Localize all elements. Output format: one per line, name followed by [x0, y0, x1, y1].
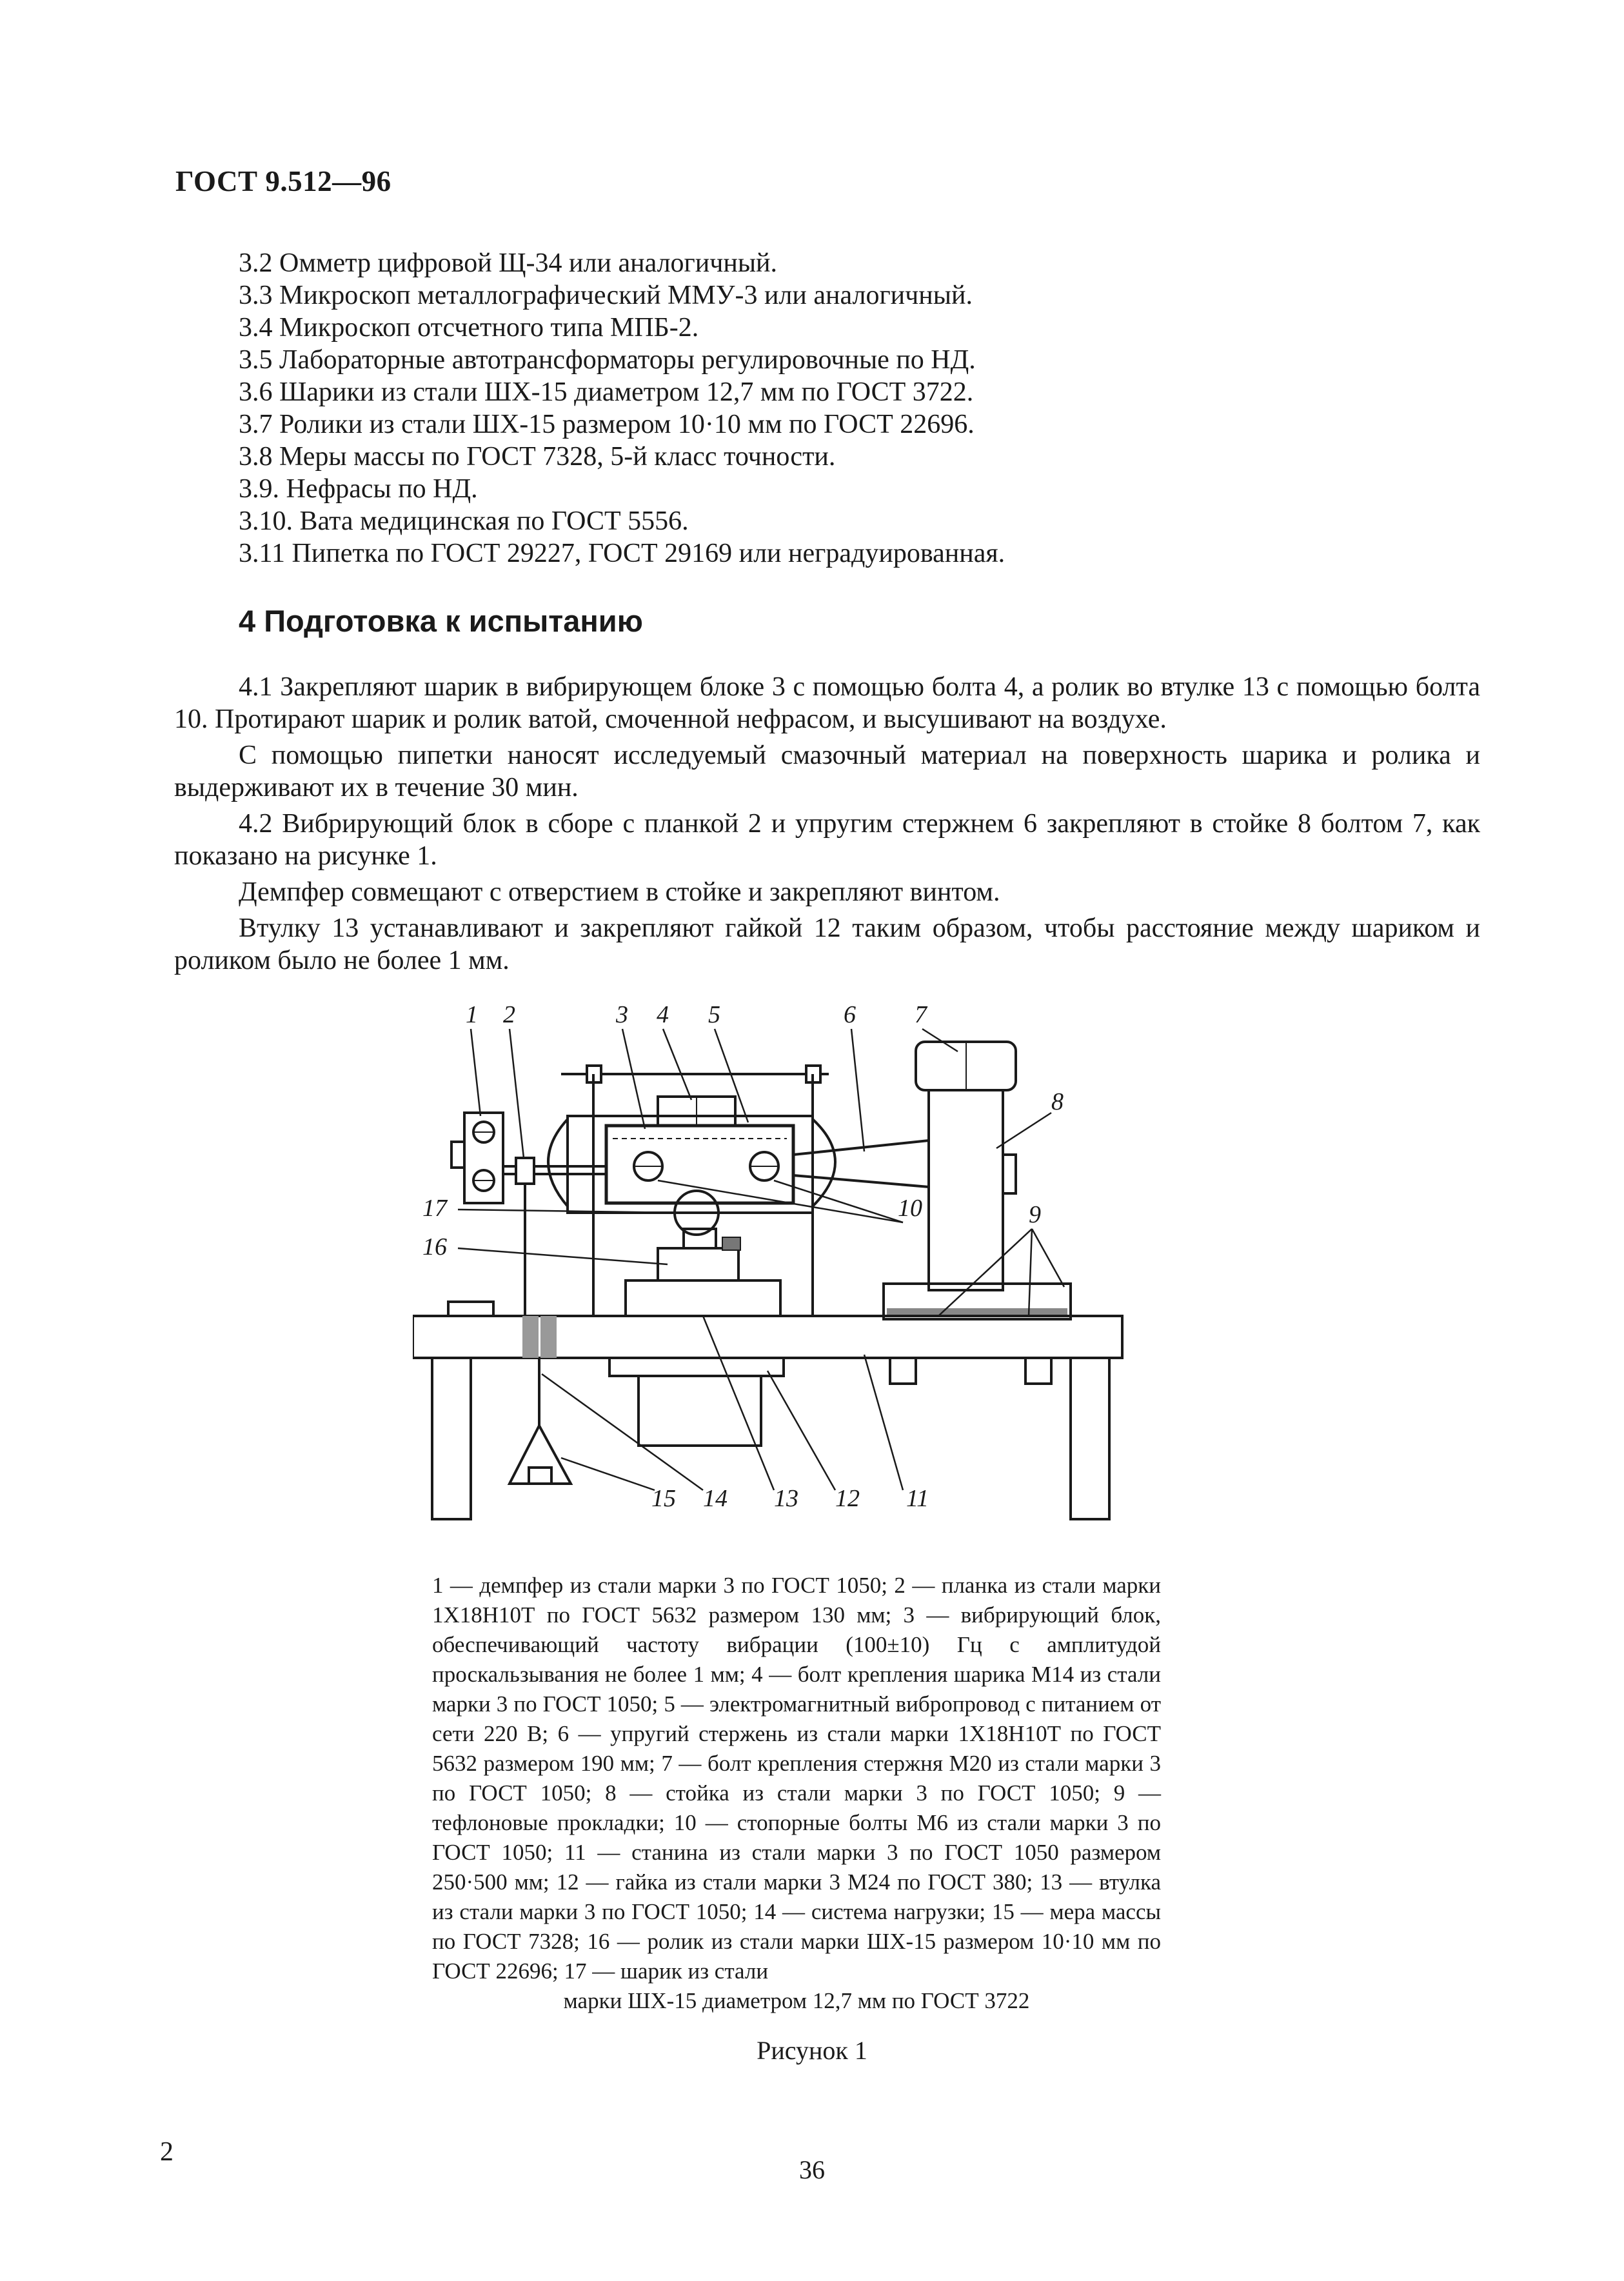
list-item: 3.10. Вата медицинская по ГОСТ 5556. [239, 506, 689, 536]
figure-label: Рисунок 1 [757, 2036, 867, 2065]
callout-label: 10 [898, 1195, 922, 1222]
list-item: 3.2 Омметр цифровой Щ-34 или аналогичный. [239, 248, 778, 278]
caption-last-line: марки ШХ-15 диаметром 12,7 мм по ГОСТ 3722 [563, 1988, 1030, 2013]
callout-label: 2 [503, 1001, 515, 1028]
callout-labels [422, 1001, 1064, 1512]
callout-label: 13 [774, 1485, 798, 1512]
callout-label: 9 [1029, 1201, 1041, 1228]
paragraph: 4.1 Закрепляют шарик в вибрирующем блоке 3 с помощью болта 4, а ролик во втулке 13 с помощью болта 10. Протирают шарик и ролик ватой, смоченной нефрасом, и высушивают на воздухе. [174, 672, 1480, 734]
callout-label: 11 [906, 1485, 929, 1512]
page-number-center: 36 [799, 2155, 825, 2184]
callout-label: 16 [422, 1233, 447, 1260]
list-item: 3.5 Лабораторные автотрансформаторы регулировочные по НД. [239, 345, 976, 375]
callout-label: 12 [835, 1485, 860, 1512]
apparatus-diagram [413, 993, 1187, 1529]
callout-label: 4 [657, 1001, 669, 1028]
callout-label: 14 [703, 1485, 728, 1512]
page-number-left: 2 [160, 2137, 173, 2167]
callout-label: 15 [651, 1485, 676, 1512]
callout-label: 5 [708, 1001, 720, 1028]
list-item: 3.3 Микроскоп металлографический ММУ-3 или аналогичный. [239, 281, 973, 310]
list-item: 3.4 Микроскоп отсчетного типа МПБ-2. [239, 313, 699, 343]
list-item: 3.8 Меры массы по ГОСТ 7328, 5-й класс точности. [239, 442, 836, 472]
callout-label: 7 [915, 1001, 927, 1028]
equipment-list [239, 247, 1464, 570]
figure-drawing [413, 993, 1187, 1529]
caption-text: 1 — демпфер из стали марки 3 по ГОСТ 1050; 2 — планка из стали марки 1Х18Н10Т по ГОСТ 5632 размером 130 мм; 3 — вибрирующий блок, обеспечивающий частоту вибрации (100±10) Гц с амплитудой проскальзывания не более 1 мм; 4 — болт крепления шарика М14 из стали марки 3 по ГОСТ 1050; 5 — электромагнитный вибропровод с питанием от сети 220 В; 6 — упругий стержень из стали марки 1Х18Н10Т по ГОСТ 5632 размером 190 мм; 7 — болт крепления стержня М20 из стали марки 3 по ГОСТ 1050; 8 — стойка из стали марки 3 по ГОСТ 1050; 9 — тефлоновые прокладки; 10 — стопорные болты М6 из стали марки 3 по ГОСТ 1050; 11 — станина из стали марки 3 по ГОСТ 1050 размером 250·500 мм; 12 — гайка из стали марки 3 М24 по ГОСТ 380; 13 — втулка из стали марки 3 по ГОСТ 1050; 14 — система нагрузки; 15 — мера массы по ГОСТ 7328; 16 — ролик из стали марки ШХ-15 размером 10·10 мм по ГОСТ 22696; 17 — шарик из стали [432, 1573, 1161, 1984]
list-item: 3.9. Нефрасы по НД. [239, 474, 478, 504]
callout-label: 6 [844, 1001, 856, 1028]
callout-label: 17 [422, 1195, 447, 1222]
callout-label: 8 [1051, 1088, 1064, 1115]
list-item: 3.7 Ролики из стали ШХ-15 размером 10·10 мм по ГОСТ 22696. [239, 410, 975, 439]
document-code: ГОСТ 9.512—96 [175, 165, 391, 197]
list-item: 3.11 Пипетка по ГОСТ 29227, ГОСТ 29169 или неградуированная. [239, 539, 1005, 568]
paragraph: Втулку 13 устанавливают и закрепляют гайкой 12 таким образом, чтобы расстояние между шариком и роликом было не более 1 мм. [174, 913, 1480, 975]
paragraph: Демпфер совмещают с отверстием в стойке и закрепляют винтом. [239, 877, 1000, 907]
list-item: 3.6 Шарики из стали ШХ-15 диаметром 12,7 мм по ГОСТ 3722. [239, 377, 974, 407]
paragraph: 4.2 Вибрирующий блок в сборе с планкой 2 и упругим стержнем 6 закрепляют в стойке 8 болтом 7, как показано на рисунке 1. [174, 809, 1480, 871]
paragraph: С помощью пипетки наносят исследуемый смазочный материал на поверхность шарика и ролика и выдерживают их в течение 30 мин. [174, 741, 1480, 802]
callout-label: 1 [466, 1001, 478, 1028]
figure-caption [432, 1571, 1161, 2016]
body-text [174, 671, 1480, 977]
section-title: 4 Подготовка к испытанию [239, 604, 643, 638]
callout-label: 3 [616, 1001, 628, 1028]
